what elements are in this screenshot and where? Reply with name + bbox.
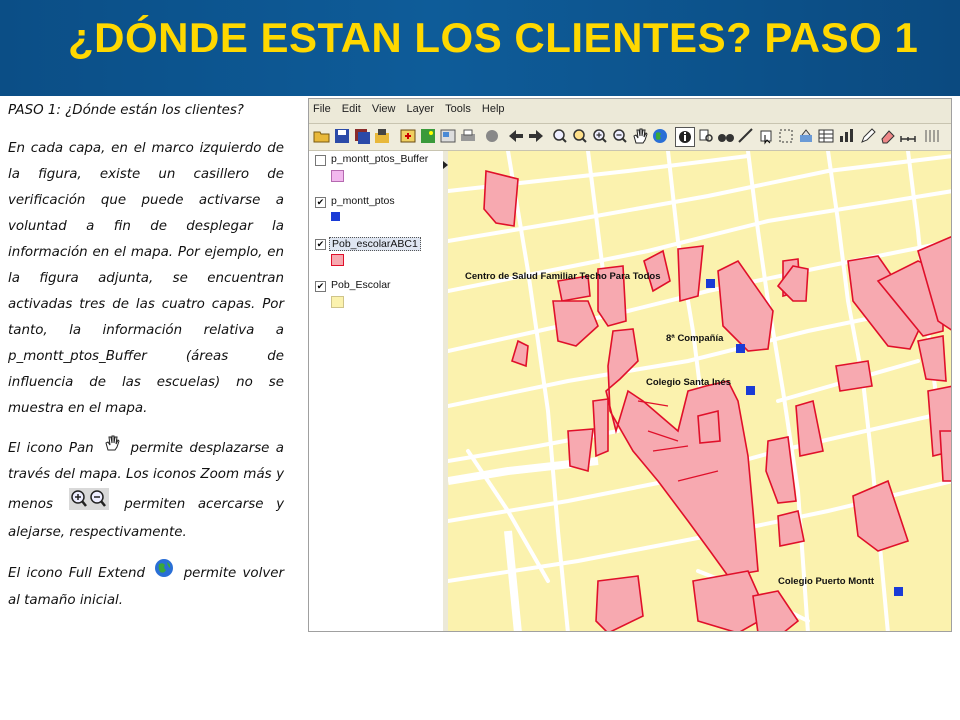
- chart-icon[interactable]: [837, 127, 855, 145]
- layer-swatch: [331, 212, 340, 221]
- render-icon[interactable]: [483, 127, 501, 145]
- school-marker[interactable]: [706, 279, 715, 288]
- layer-item-abc1[interactable]: [313, 237, 441, 267]
- menu-bar: [309, 99, 951, 121]
- layer-name: p_montt_ptos: [331, 195, 395, 207]
- map-canvas[interactable]: [448, 151, 952, 632]
- pan-explanation: [8, 434, 284, 546]
- layers-panel: [309, 151, 444, 632]
- back-icon[interactable]: [507, 127, 525, 145]
- menu-tools[interactable]: Tools: [445, 103, 471, 115]
- project-icon[interactable]: [373, 127, 391, 145]
- layer-item-escolar[interactable]: [313, 279, 441, 309]
- map-label-centro: Centro de Salud Familiar Techo Para Todos: [465, 271, 661, 282]
- pan-hand-icon: [103, 434, 121, 462]
- add-layer-icon[interactable]: [399, 127, 417, 145]
- pan-text-b: permite desplazarse a través del mapa. Los iconos Zoom más y menos: [8, 441, 285, 512]
- full-extent-text-b: permite volver al tamaño inicial.: [8, 566, 285, 608]
- school-marker[interactable]: [746, 386, 755, 395]
- toolbar-zoom-in-icon[interactable]: [591, 127, 609, 145]
- pan-text-a: El icono Pan: [8, 441, 94, 456]
- menu-file[interactable]: File: [313, 103, 331, 115]
- select-feature-icon[interactable]: [757, 127, 775, 145]
- eraser-icon[interactable]: [879, 127, 897, 145]
- layer-item-points[interactable]: [313, 195, 441, 225]
- save-icon[interactable]: [333, 127, 351, 145]
- layer-item-buffer[interactable]: [313, 153, 441, 183]
- page-title: ¿DÓNDE ESTAN LOS CLIENTES? PASO 1: [68, 14, 919, 61]
- menu-view[interactable]: View: [371, 103, 396, 115]
- zoom-in-icon: [69, 488, 109, 520]
- layer-checkbox[interactable]: ✔: [316, 197, 325, 207]
- toolbar-zoom-out-icon[interactable]: [611, 127, 629, 145]
- gis-app-window: [308, 98, 952, 632]
- step-heading: PASO 1: ¿Dónde están los clientes?: [8, 103, 244, 118]
- scale-bar-icon[interactable]: [899, 127, 917, 145]
- save-as-icon[interactable]: [353, 127, 371, 145]
- school-marker[interactable]: [894, 587, 903, 596]
- select-graphic-icon[interactable]: [797, 127, 815, 145]
- pan-text-c: permiten acercarse y alejarse, respectivamente.: [8, 497, 284, 540]
- layer-name: Pob_Escolar: [331, 279, 391, 291]
- toolbar-full-extent-icon[interactable]: [651, 127, 669, 145]
- layer-checkbox[interactable]: ✔: [316, 281, 325, 291]
- identify-icon[interactable]: [675, 127, 695, 147]
- map-label-santa-ines: Colegio Santa Inés: [646, 377, 731, 388]
- layer-checkbox[interactable]: ✔: [316, 239, 325, 249]
- layer-swatch: [331, 254, 344, 266]
- title-banner: [0, 0, 960, 96]
- map-label-puerto-montt: Colegio Puerto Montt: [778, 576, 875, 587]
- pencil-icon[interactable]: [859, 127, 877, 145]
- zoom-layer-icon[interactable]: [551, 127, 569, 145]
- full-extent-text-a: El icono Full Extend: [8, 566, 146, 581]
- full-extent-explanation: [8, 558, 284, 614]
- layer-swatch: [331, 170, 344, 182]
- map-label-compania: 8ª Compañía: [666, 333, 724, 344]
- print-icon[interactable]: [459, 127, 477, 145]
- grid-icon[interactable]: [923, 127, 941, 145]
- forward-icon[interactable]: [527, 127, 545, 145]
- find-icon[interactable]: [697, 127, 715, 145]
- toolbar-pan-icon[interactable]: [631, 127, 649, 145]
- layer-swatch: [331, 296, 344, 308]
- select-rect-icon[interactable]: [777, 127, 795, 145]
- measure-icon[interactable]: [737, 127, 755, 145]
- layer-name: Pob_escolarABC1: [329, 237, 421, 251]
- menu-help[interactable]: Help: [481, 103, 505, 115]
- layer-checkbox[interactable]: [315, 155, 326, 166]
- layout-icon[interactable]: [439, 127, 457, 145]
- open-folder-icon[interactable]: [313, 127, 331, 145]
- map-drawing: [448, 151, 952, 632]
- attribute-table-icon[interactable]: [817, 127, 835, 145]
- binoculars-icon[interactable]: [717, 127, 735, 145]
- menu-edit[interactable]: Edit: [341, 103, 361, 115]
- school-marker[interactable]: [736, 344, 745, 353]
- layer-name: p_montt_ptos_Buffer: [331, 153, 429, 165]
- instructions-text: [8, 98, 284, 626]
- menu-layer[interactable]: Layer: [406, 103, 435, 115]
- zoom-selection-icon[interactable]: [571, 127, 589, 145]
- image-icon[interactable]: [419, 127, 437, 145]
- layers-explanation: En cada capa, en el marco izquierdo de la figura, existe un casillero de verificación que puede activarse a voluntad a fin de desplegar la información en el mapa. Por ejemplo, en la figura adjunta, se encuentran activadas tres de las cuatro capas. Por tanto, la información relativa a p_montt_ptos_Buffer (áreas de influencia de las escuelas) no se muestra en el mapa.: [8, 141, 284, 416]
- full-extent-globe-icon: [154, 558, 174, 588]
- toolbar: [309, 123, 951, 151]
